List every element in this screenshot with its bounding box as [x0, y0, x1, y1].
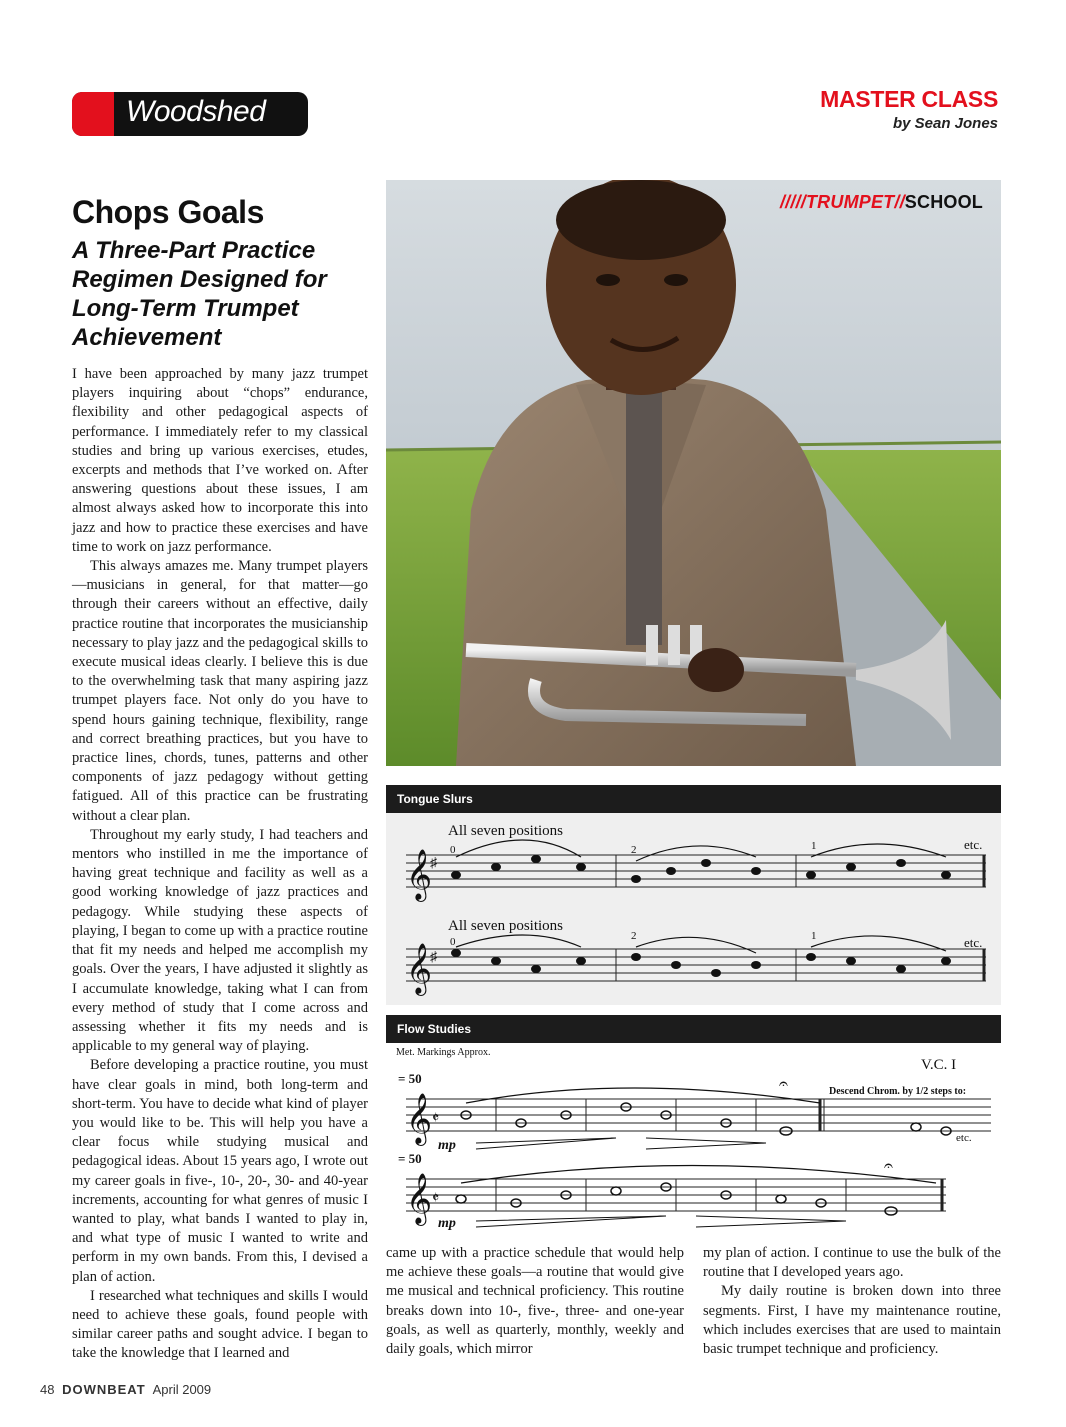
row2-mark-1: 0 — [450, 936, 456, 948]
flow-etc: etc. — [956, 1132, 972, 1144]
row1-etc: etc. — [964, 837, 983, 852]
fermata-icon: 𝄐 — [779, 1076, 788, 1093]
dynamic-2: mp — [438, 1216, 456, 1231]
flow-studies-notation — [386, 1043, 1001, 1235]
fermata-icon: 𝄐 — [884, 1158, 893, 1175]
metronome-note: Met. Markings Approx. — [396, 1047, 491, 1058]
paragraph: I have been approached by many jazz trumpet players inquiring about “chops” endurance, flexibility and other pedagogical aspects of performance. I immediately refer to my classical studies and bring up various exercises, etudes, excerpts and methods that I’ve worked on. After answering questions about these issues, I am almost always asked how to incorporate this into jazz and how to practice these exercises and have time to work on jazz performance. — [72, 366, 368, 555]
vc-marking: V.C. I — [921, 1057, 957, 1073]
paragraph: This always amazes me. Many trumpet players—musicians in general, for that matter—go through their careers without an effective, daily practice routine that incorporates the musicianship necessary to play jazz and the pedagogical skills to execute musical ideas clearly. I believe this is due to the overwhelming task that many aspiring jazz trumpet players face. Not only do you have to spend hours gaining technique, flexibility, range and correct breathing practices, but you have to practice lines, chords, tunes, patterns and other components of jazz pedagogy without getting fatigued. All of this practice can be frustrating without a clear plan. — [72, 558, 368, 824]
sharp-key-icon: ♯ — [430, 856, 437, 871]
row2-caption: All seven positions — [448, 918, 563, 934]
treble-clef-icon: 𝄞 — [406, 850, 433, 899]
tongue-slurs-staff — [386, 813, 1001, 1005]
row2-etc: etc. — [964, 935, 983, 950]
row2-staff-lines — [406, 949, 986, 981]
cut-time-icon: 𝄵 — [432, 1110, 440, 1127]
series-title: MASTER CLASS — [820, 86, 998, 112]
section-label: Woodshed — [126, 95, 266, 128]
paragraph: my plan of action. I continue to use the bulk of the routine that I developed years ago. — [703, 1245, 1001, 1281]
treble-clef-icon: 𝄞 — [406, 1094, 433, 1143]
article-subtitle: A Three-Part Practice Regimen Designed for Long-Term Trumpet Achievement — [72, 237, 327, 351]
tongue-slurs-heading: Tongue Slurs — [397, 792, 473, 806]
flow-row2-slur — [461, 1166, 936, 1184]
page-number: 48 — [40, 1382, 55, 1397]
cut-time-icon: 𝄵 — [432, 1190, 440, 1207]
trumpet-school-badge — [780, 192, 983, 213]
series-header — [820, 86, 998, 132]
hairpins-1 — [476, 1138, 766, 1149]
body-column-1 — [72, 365, 368, 1364]
body-column-3 — [703, 1244, 1001, 1359]
row1-mark-3: 1 — [811, 840, 817, 852]
row2-mark-3: 1 — [811, 930, 817, 942]
flow-row1-notes — [461, 1103, 951, 1135]
flow-row1-staff-lines — [406, 1099, 991, 1131]
row1-slurs — [456, 840, 946, 861]
badge-stripes: ///// — [779, 192, 806, 212]
flow-studies-staff — [386, 1043, 1001, 1235]
flow-studies-heading: Flow Studies — [397, 1022, 472, 1036]
magazine-name: DOWNBEAT — [62, 1382, 146, 1397]
flow-row2-staff-lines — [406, 1179, 946, 1211]
photo-illustration — [386, 180, 1001, 766]
treble-clef-icon: 𝄞 — [406, 1174, 433, 1223]
dynamic-1: mp — [438, 1138, 456, 1153]
tempo-2: = 50 — [398, 1151, 422, 1166]
paragraph: My daily routine is broken down into three segments. First, I have my maintenance routine, which includes exercises that are used to maintain basic trumpet technique and proficiency. — [703, 1283, 1001, 1358]
badge-separator: // — [894, 192, 905, 212]
row1-mark-1: 0 — [450, 844, 456, 856]
paragraph: Before developing a practice routine, you must have clear goals in mind, both long-term and short-term. You have to decide what kind of player you would like to be. This will help you have a clear focus while studying musical and pedagogical ideas. About 15 years ago, I wrote out my career goals in five-, 10-, 20-, 30- and 40-year increments, accounting for what genres of music I wanted to play, what bands I wanted to play in, and what type of music I wanted to write and perform in my own bands. From this, I devised a plan of action. — [72, 1057, 368, 1285]
row1-mark-2: 2 — [631, 844, 637, 856]
row2-slurs — [456, 935, 946, 953]
article-title: Chops Goals — [72, 194, 264, 230]
row1-caption: All seven positions — [448, 823, 563, 839]
flow-studies-heading-bar — [386, 1015, 1001, 1043]
issue-date: April 2009 — [152, 1382, 212, 1397]
paragraph: Throughout my early study, I had teachers and mentors who instilled in me the importance of having great technique and facility as well as a good working knowledge of jazz practices and pedagogy. While studying these aspects of playing, I began to come up with a practice routine that fit my needs and helped me accomplish my goals. Over the years, I have adjusted it slightly as I accumulate knowledge, taking what I can from every method of study that I come across and assessing whether it fits my needs and is applicable to my general way of playing. — [72, 826, 368, 1055]
badge-school: SCHOOL — [904, 192, 983, 212]
paragraph: I researched what techniques and skills I would need to achieve these goals, found people with similar career paths and sought advice. I began to take the knowledge that I learned and — [72, 1287, 368, 1362]
row2-mark-2: 2 — [631, 930, 637, 942]
tongue-slurs-heading-bar — [386, 785, 1001, 813]
tongue-slurs-notation — [386, 813, 1001, 1005]
hairpins-2 — [476, 1216, 846, 1227]
section-tab — [72, 92, 308, 136]
tempo-1: = 50 — [398, 1071, 422, 1086]
section-tab-accent — [72, 92, 114, 136]
page-footer — [40, 1382, 211, 1397]
paragraph: came up with a practice schedule that would help me achieve these goals—a routine that would give me musical and technical proficiency. This routine breaks down into 10-, five-, three- and one-year goals, as well as quarterly, monthly, weekly and daily goals, which mirror — [386, 1245, 684, 1358]
byline: by Sean Jones — [892, 115, 998, 132]
trumpeter-photo — [386, 180, 1001, 766]
sharp-key-icon: ♯ — [430, 950, 437, 965]
treble-clef-icon: 𝄞 — [406, 944, 433, 993]
descend-note: Descend Chrom. by 1/2 steps to: — [829, 1086, 967, 1097]
flow-row1-slur — [466, 1088, 820, 1103]
badge-trumpet: TRUMPET — [805, 192, 895, 212]
body-column-2 — [386, 1244, 684, 1359]
